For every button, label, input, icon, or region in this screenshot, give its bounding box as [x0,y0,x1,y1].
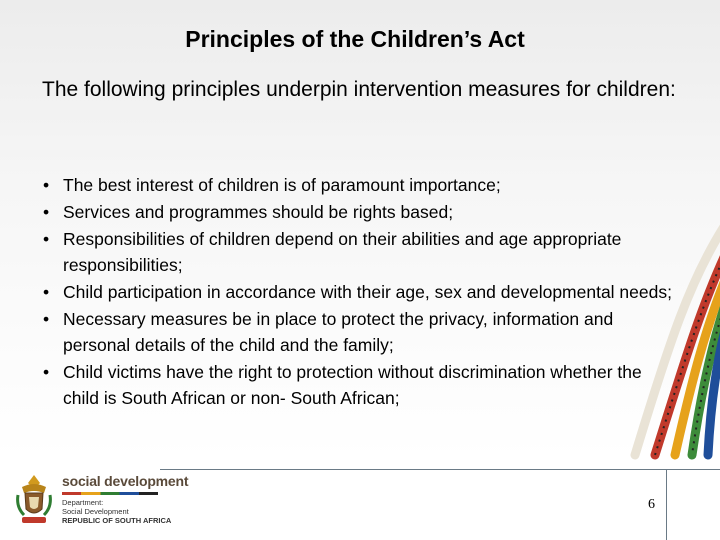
intro-text: The following principles underpin intervention measures for children: [42,78,676,101]
list-item: • Child participation in accordance with their age, sex and developmental needs; [40,279,680,305]
logo-stripe [62,492,158,495]
list-item: • The best interest of children is of paramount importance; [40,172,680,198]
footer-divider [160,469,720,470]
page-number: 6 [648,497,655,512]
dept-line-1: Department: [62,498,104,507]
dept-line-3: REPUBLIC OF SOUTH AFRICA [62,516,172,525]
dept-line-2: Social Development [62,507,129,516]
beadwork-decoration [630,220,720,460]
list-item: • Responsibilities of children depend on their abilities and age appropriate responsibilities; [40,226,680,278]
list-item: • Child victims have the right to protection without discrimination whether the child is South African or non- South African; [40,359,680,411]
department-label [62,498,171,525]
list-item: • Services and programmes should be rights based; [40,199,680,225]
logo-wordmark: social development [62,473,189,489]
list-item: • Necessary measures be in place to protect the privacy, information and personal details of the child and the family; [40,306,680,358]
coat-of-arms-icon [14,473,54,527]
principles-list [40,172,680,412]
slide-title: Principles of the Children’s Act [185,26,525,52]
footer-vertical-divider [666,469,667,540]
